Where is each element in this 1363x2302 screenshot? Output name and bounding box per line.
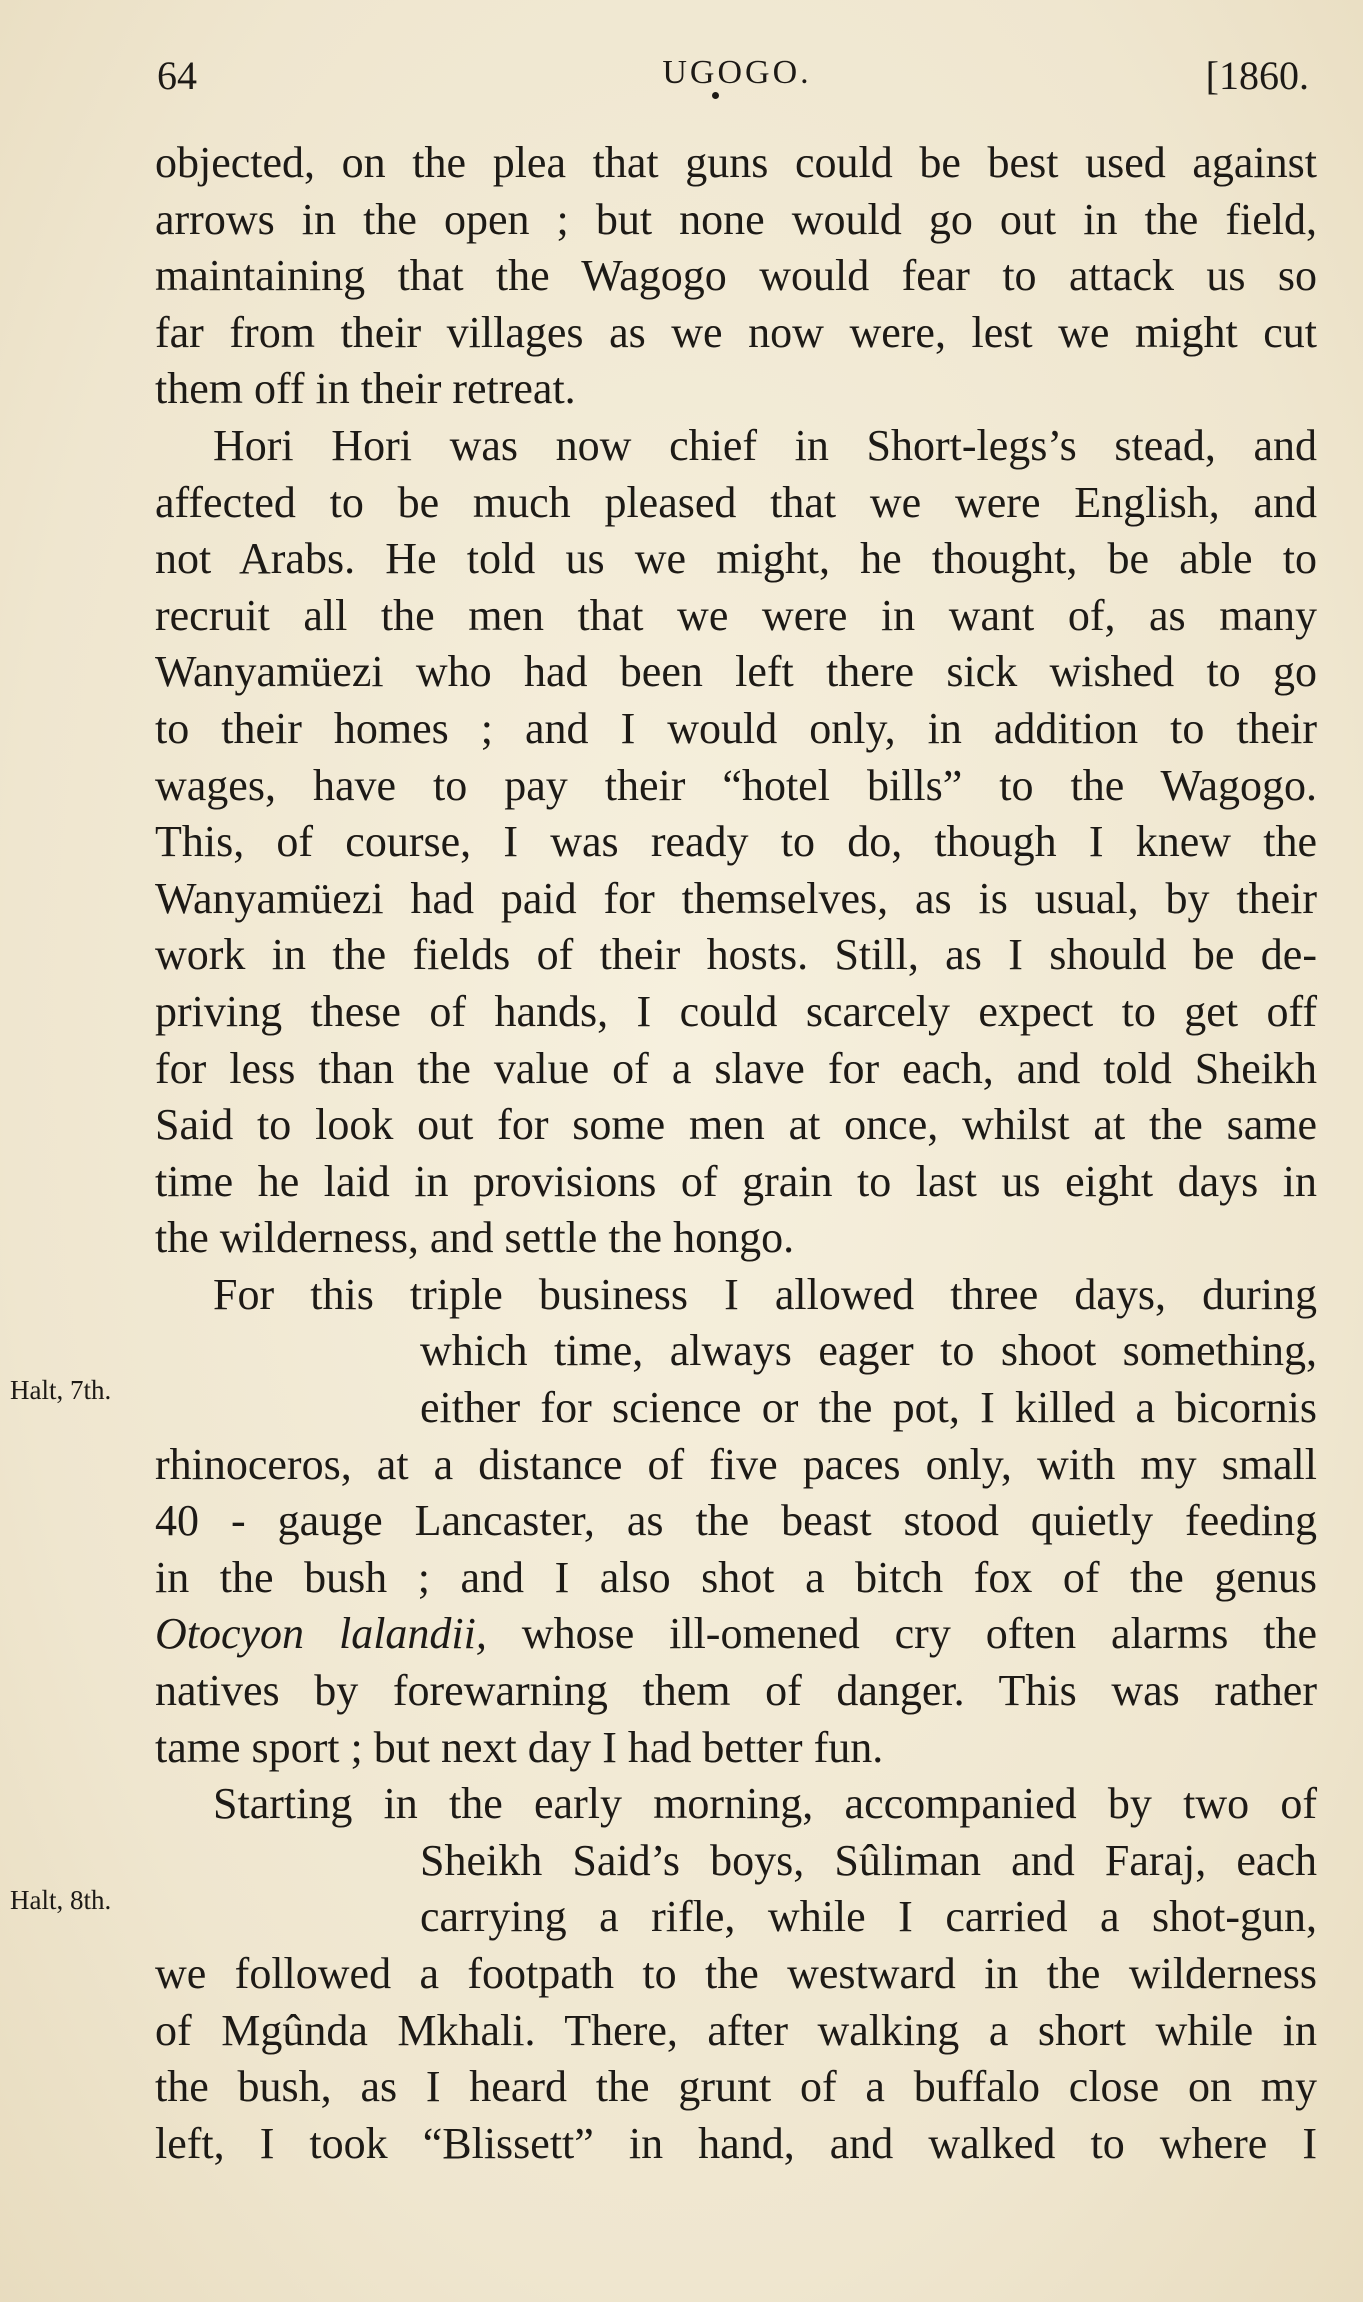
text-line: natives by forewarning them of danger. This was rather	[155, 1666, 1317, 1716]
text-line: Starting in the early morning, accompanied by two of	[213, 1779, 1317, 1829]
margin-note-halt-8: Halt, 8th.	[10, 1885, 112, 1915]
text-line: left, I took “Blissett” in hand, and walked to where I	[155, 2118, 1317, 2168]
text-line: arrows in the open ; but none would go out in the field,	[155, 194, 1317, 244]
text-line: them off in their retreat.	[155, 364, 576, 414]
text-line: maintaining that the Wagogo would fear to attack us so	[155, 251, 1317, 301]
text-line: 40 - gauge Lancaster, as the beast stood quietly feeding	[155, 1496, 1317, 1546]
text-line: Wanyamüezi had paid for themselves, as is usual, by their	[155, 873, 1317, 923]
body-text	[155, 135, 1317, 2172]
text-line: Sheikh Said’s boys, Sûliman and Faraj, each	[420, 1835, 1317, 1885]
text-line	[155, 1606, 1317, 1663]
page-header	[157, 52, 1317, 112]
text-line: to their homes ; and I would only, in addition to their	[155, 703, 1317, 753]
text-line: tame sport ; but next day I had better fun.	[155, 1722, 884, 1772]
text-line: For this triple business I allowed three days, during	[213, 1269, 1317, 1319]
text-line: not Arabs. He told us we might, he thought, be able to	[155, 534, 1317, 584]
text-line: far from their villages as we now were, lest we might cut	[155, 307, 1317, 357]
text-line: Hori Hori was now chief in Short-legs’s stead, and	[213, 420, 1317, 470]
text-line: carrying a rifle, while I carried a shot-gun,	[420, 1892, 1317, 1942]
text-line: for less than the value of a slave for each, and told Sheikh	[155, 1043, 1317, 1093]
text-line-rest: whose ill-omened cry often alarms the	[521, 1609, 1318, 1659]
text-line: of Mgûnda Mkhali. There, after walking a short while in	[155, 2005, 1317, 2055]
text-line: objected, on the plea that guns could be best used against	[155, 138, 1317, 187]
text-line: wages, have to pay their “hotel bills” to the Wagogo.	[155, 760, 1317, 810]
text-line: time he laid in provisions of grain to last us eight days in	[155, 1156, 1317, 1206]
text-line: Wanyamüezi who had been left there sick wished to go	[155, 647, 1317, 697]
text-line: the bush, as I heard the grunt of a buffalo close on my	[155, 2062, 1317, 2112]
header-year: [1860.	[1205, 53, 1309, 98]
text-line: affected to be much pleased that we were English, and	[155, 477, 1317, 527]
running-title: UGOGO.	[662, 54, 812, 91]
margin-note-halt-7: Halt, 7th.	[10, 1375, 112, 1405]
text-line: This, of course, I was ready to do, though I knew the	[155, 817, 1317, 867]
text-line: the wilderness, and settle the hongo.	[155, 1213, 795, 1263]
text-line: Said to look out for some men at once, whilst at the same	[155, 1100, 1317, 1150]
text-line: rhinoceros, at a distance of five paces only, with my small	[155, 1439, 1317, 1489]
text-line: recruit all the men that we were in want of, as many	[155, 590, 1317, 640]
text-line: work in the fields of their hosts. Still, as I should be de-	[155, 930, 1317, 980]
ink-dot	[712, 92, 719, 99]
text-line: priving these of hands, I could scarcely expect to get off	[155, 986, 1317, 1036]
text-line: which time, always eager to shoot something,	[420, 1326, 1317, 1376]
text-line: in the bush ; and I also shot a bitch fox of the genus	[155, 1552, 1317, 1602]
genus-name-italic: Otocyon lalandii,	[155, 1609, 487, 1659]
text-line: we followed a footpath to the westward in the wilderness	[155, 1949, 1317, 1998]
page-number: 64	[157, 53, 197, 98]
text-line: either for science or the pot, I killed a bicornis	[420, 1383, 1317, 1433]
